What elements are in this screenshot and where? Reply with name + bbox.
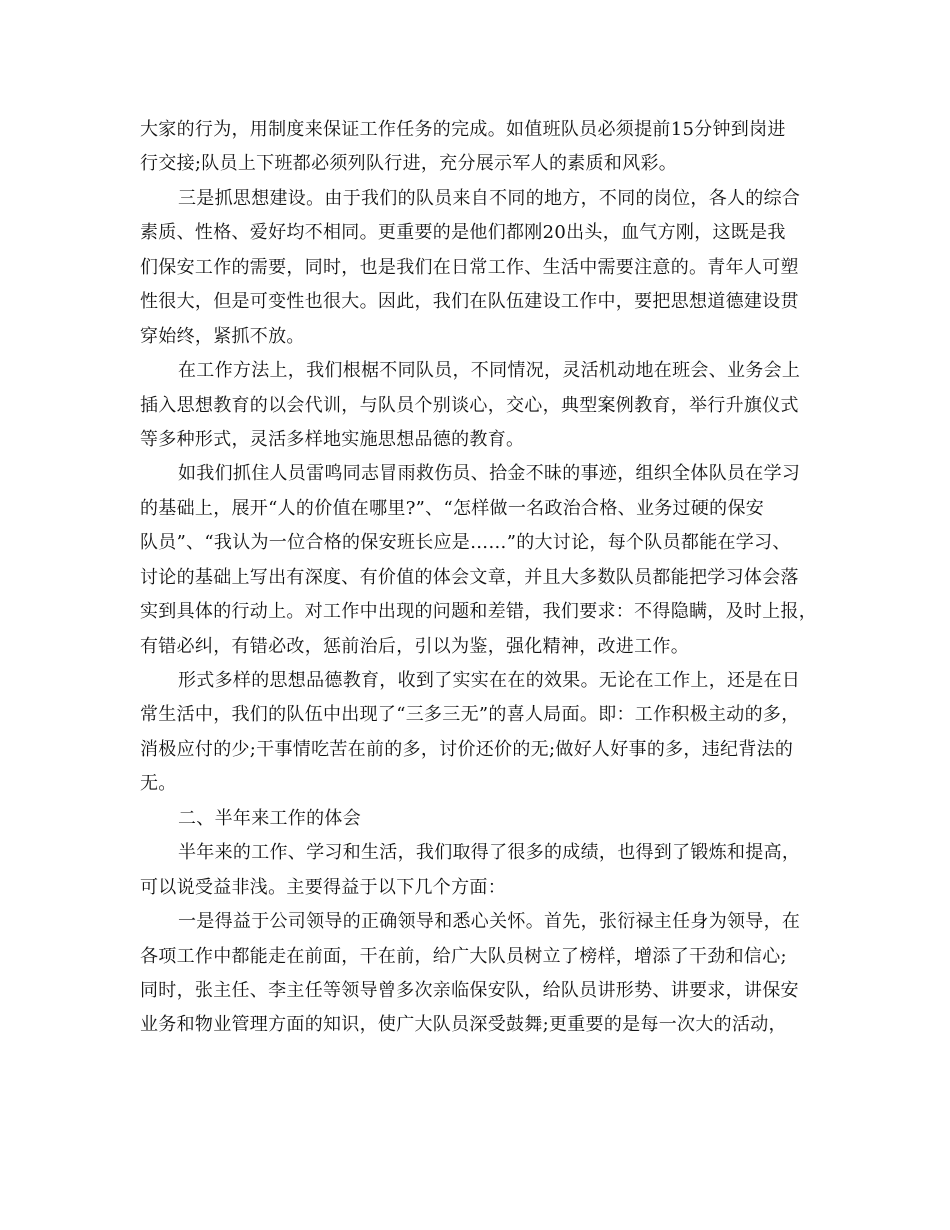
text-line: 一是得益于公司领导的正确领导和悉心关怀。首先，张衍禄主任身为领导，在 [178, 911, 801, 933]
text-line: 可以说受益非浅。主要得益于以下几个方面： [140, 876, 506, 898]
text-line: 形式多样的思想品德教育，收到了实实在在的效果。无论在工作上，还是在日 [178, 670, 801, 691]
text-line: 同时，张主任、李主任等领导曾多次亲临保安队，给队员讲形势、讲要求，讲保安 [140, 979, 799, 1001]
text-line: 常生活中，我们的队伍中出现了“三多三无”的喜人局面。即：工作积极主动的多， [140, 704, 800, 726]
text-line: 队员”、“我认为一位合格的保安班长应是……”的大讨论，每个队员都能在学习、 [140, 532, 791, 554]
text-line: 等多种形式，灵活多样地实施思想品德的教育。 [140, 428, 525, 450]
text-line: 素质、性格、爱好均不相同。更重要的是他们都刚20出头，血气方刚，这既是我 [140, 222, 786, 244]
text-line: 行交接;队员上下班都必须列队行进，充分展示军人的素质和风彩。 [140, 153, 678, 175]
text-line: 业务和物业管理方面的知识，使广大队员深受鼓舞;更重要的是每一次大的活动， [140, 1014, 787, 1036]
text-line: 半年来的工作、学习和生活，我们取得了很多的成绩，也得到了锻炼和提高， [178, 842, 801, 864]
text-line: 实到具体的行动上。对工作中出现的问题和差错，我们要求：不得隐瞒，及时上报， [140, 601, 818, 623]
text-line: 的基础上，展开“人的价值在哪里?”、“怎样做一名政治合格、业务过硬的保安 [140, 497, 765, 519]
document-body [140, 113, 830, 1043]
text-line: 讨论的基础上写出有深度、有价值的体会文章，并且大多数队员都能把学习体会落 [140, 566, 799, 588]
text-line: 在工作方法上，我们根椐不同队员，不同情况，灵活机动地在班会、业务会上 [178, 360, 801, 382]
text-line: 们保安工作的需要，同时，也是我们在日常工作、生活中需要注意的。青年人可塑 [140, 256, 799, 278]
text-line: 无。 [140, 773, 177, 795]
text-line: 二、半年来工作的体会 [178, 807, 361, 829]
text-line: 三是抓思想建设。由于我们的队员来自不同的地方，不同的岗位，各人的综合 [178, 187, 801, 209]
text-line: 性很大，但是可变性也很大。因此，我们在队伍建设工作中，要把思想道德建设贯 [140, 291, 799, 313]
text-line: 穿始终，紧抓不放。 [140, 325, 305, 347]
text-line: 如我们抓住人员雷鸣同志冒雨救伤员、拾金不昧的事迹，组织全体队员在学习 [178, 463, 801, 485]
text-line: 各项工作中都能走在前面，干在前，给广大队员树立了榜样，增添了干劲和信心; [140, 945, 787, 967]
text-line: 插入思想教育的以会代训，与队员个别谈心，交心，典型案例教育，举行升旗仪式 [140, 394, 799, 416]
text-line: 有错必纠，有错必改，惩前治后，引以为鉴，强化精神，改进工作。 [140, 635, 689, 657]
text-line: 消极应付的少;干事情吃苦在前的多，讨价还价的无;做好人好事的多，违纪背法的 [140, 738, 794, 760]
text-line: 大家的行为，用制度来保证工作任务的完成。如值班队员必须提前15分钟到岗进 [140, 119, 786, 140]
